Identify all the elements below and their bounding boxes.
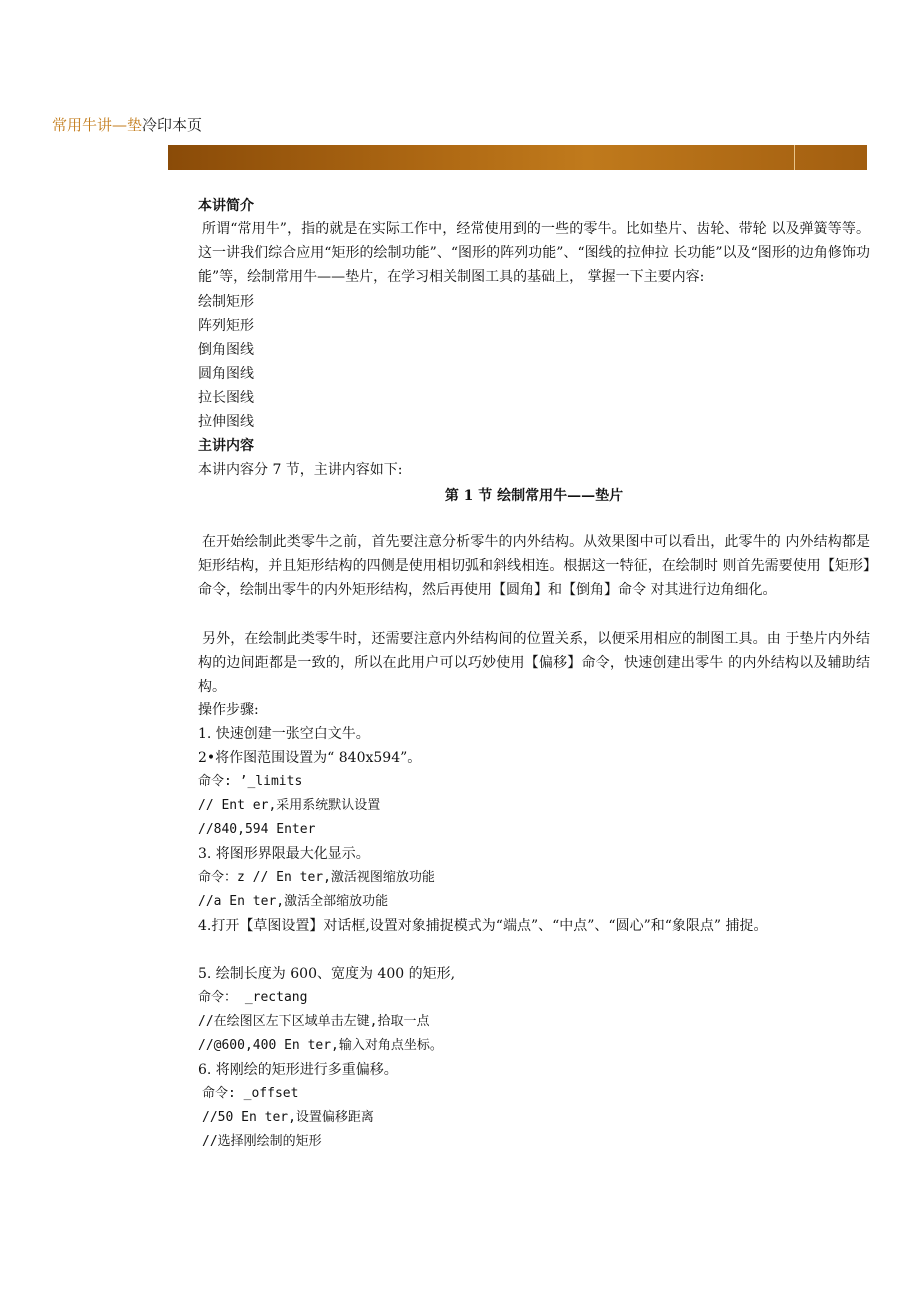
step-6: 6. 将刚绘的矩形进行多重偏移。 (198, 1062, 398, 1078)
step-1: 1. 快速创建一张空白文牛。 (198, 726, 370, 742)
intro-item: 拉长图线 (198, 390, 254, 406)
section-paragraph-1: 在开始绘制此类零牛之前，首先要注意分析零牛的内外结构。从效果图中可以看出，此零牛的 内外结构都是矩形结构，并且矩形结构的四侧是使用相切弧和斜线相连。根据这一特征，在绘制时 则首先需要使用【矩形】命令，绘制出零牛的内外矩形结构，然后再使用【圆角】和【倒角】命令 对其进行边角细化。 (198, 534, 870, 598)
intro-item: 圆角图线 (198, 366, 254, 382)
step-2: 2•将作图范围设置为“ 840x594”。 (198, 750, 422, 766)
main-heading: 主讲内容 (198, 438, 254, 454)
intro-item: 绘制矩形 (198, 294, 254, 310)
steps-heading: 操作步骤: (198, 702, 259, 718)
step-3: 3. 将图形界限最大化显示。 (198, 846, 370, 862)
page-header (52, 114, 202, 135)
intro-heading: 本讲简介 (198, 198, 254, 214)
command-line: //840,594 Enter (198, 822, 316, 837)
section-title: 第 1 节 绘制常用牛——垫片 (444, 488, 624, 504)
header-bar (168, 145, 867, 170)
command-line: //a En ter,激活全部缩放功能 (198, 894, 389, 909)
command-line: //选择刚绘制的矩形 (202, 1134, 322, 1149)
command-line: //50 En ter,设置偏移距离 (202, 1110, 374, 1125)
header-title-rest: 冷印本页 (142, 116, 203, 134)
main-summary: 本讲内容分 7 节，主讲内容如下: (198, 462, 403, 478)
step-4: 4.打开【草图设置】对话框,设置对象捕捉模式为“端点”、“中点”、“圆心”和“象限点” 捕捉。 (198, 918, 768, 934)
intro-item: 阵列矩形 (198, 318, 254, 334)
step-5: 5. 绘制长度为 600、宽度为 400 的矩形, (198, 966, 456, 982)
header-bar-divider (794, 145, 795, 170)
command-line: 命令： _rectang (198, 990, 308, 1005)
command-line: //@600,400 En ter,输入对角点坐标。 (198, 1038, 443, 1053)
command-line: 命令: ’_limits (198, 774, 303, 789)
command-line: 命令：z // En ter,激活视图缩放功能 (198, 870, 435, 885)
header-title-highlight: 常用牛讲—垫 (52, 116, 143, 134)
intro-paragraph: 所谓“常用牛”，指的就是在实际工作中，经常使用到的一些的零牛。比如垫片、齿轮、带轮 以及弹簧等等。这一讲我们综合应用“矩形的绘制功能”、“图形的阵列功能”、“图线的拉伸拉 长功能”以及“图形的边角修饰功能”等，绘制常用牛——垫片，在学习相关制图工具的基础上， 掌握一下主要内容: (198, 221, 870, 285)
command-line: // Ent er,采用系统默认设置 (198, 798, 381, 813)
section-paragraph-2: 另外，在绘制此类零牛时，还需要注意内外结构间的位置关系，以便采用相应的制图工具。由 于垫片内外结构的边间距都是一致的，所以在此用户可以巧妙使用【偏移】命令，快速创建出零牛 的内外结构以及辅助结构。 (198, 631, 870, 695)
intro-item: 倒角图线 (198, 342, 254, 358)
intro-item: 拉伸图线 (198, 414, 254, 430)
command-line: 命令: _offset (202, 1086, 299, 1101)
command-line: //在绘图区左下区域单击左键,拾取一点 (198, 1014, 430, 1029)
